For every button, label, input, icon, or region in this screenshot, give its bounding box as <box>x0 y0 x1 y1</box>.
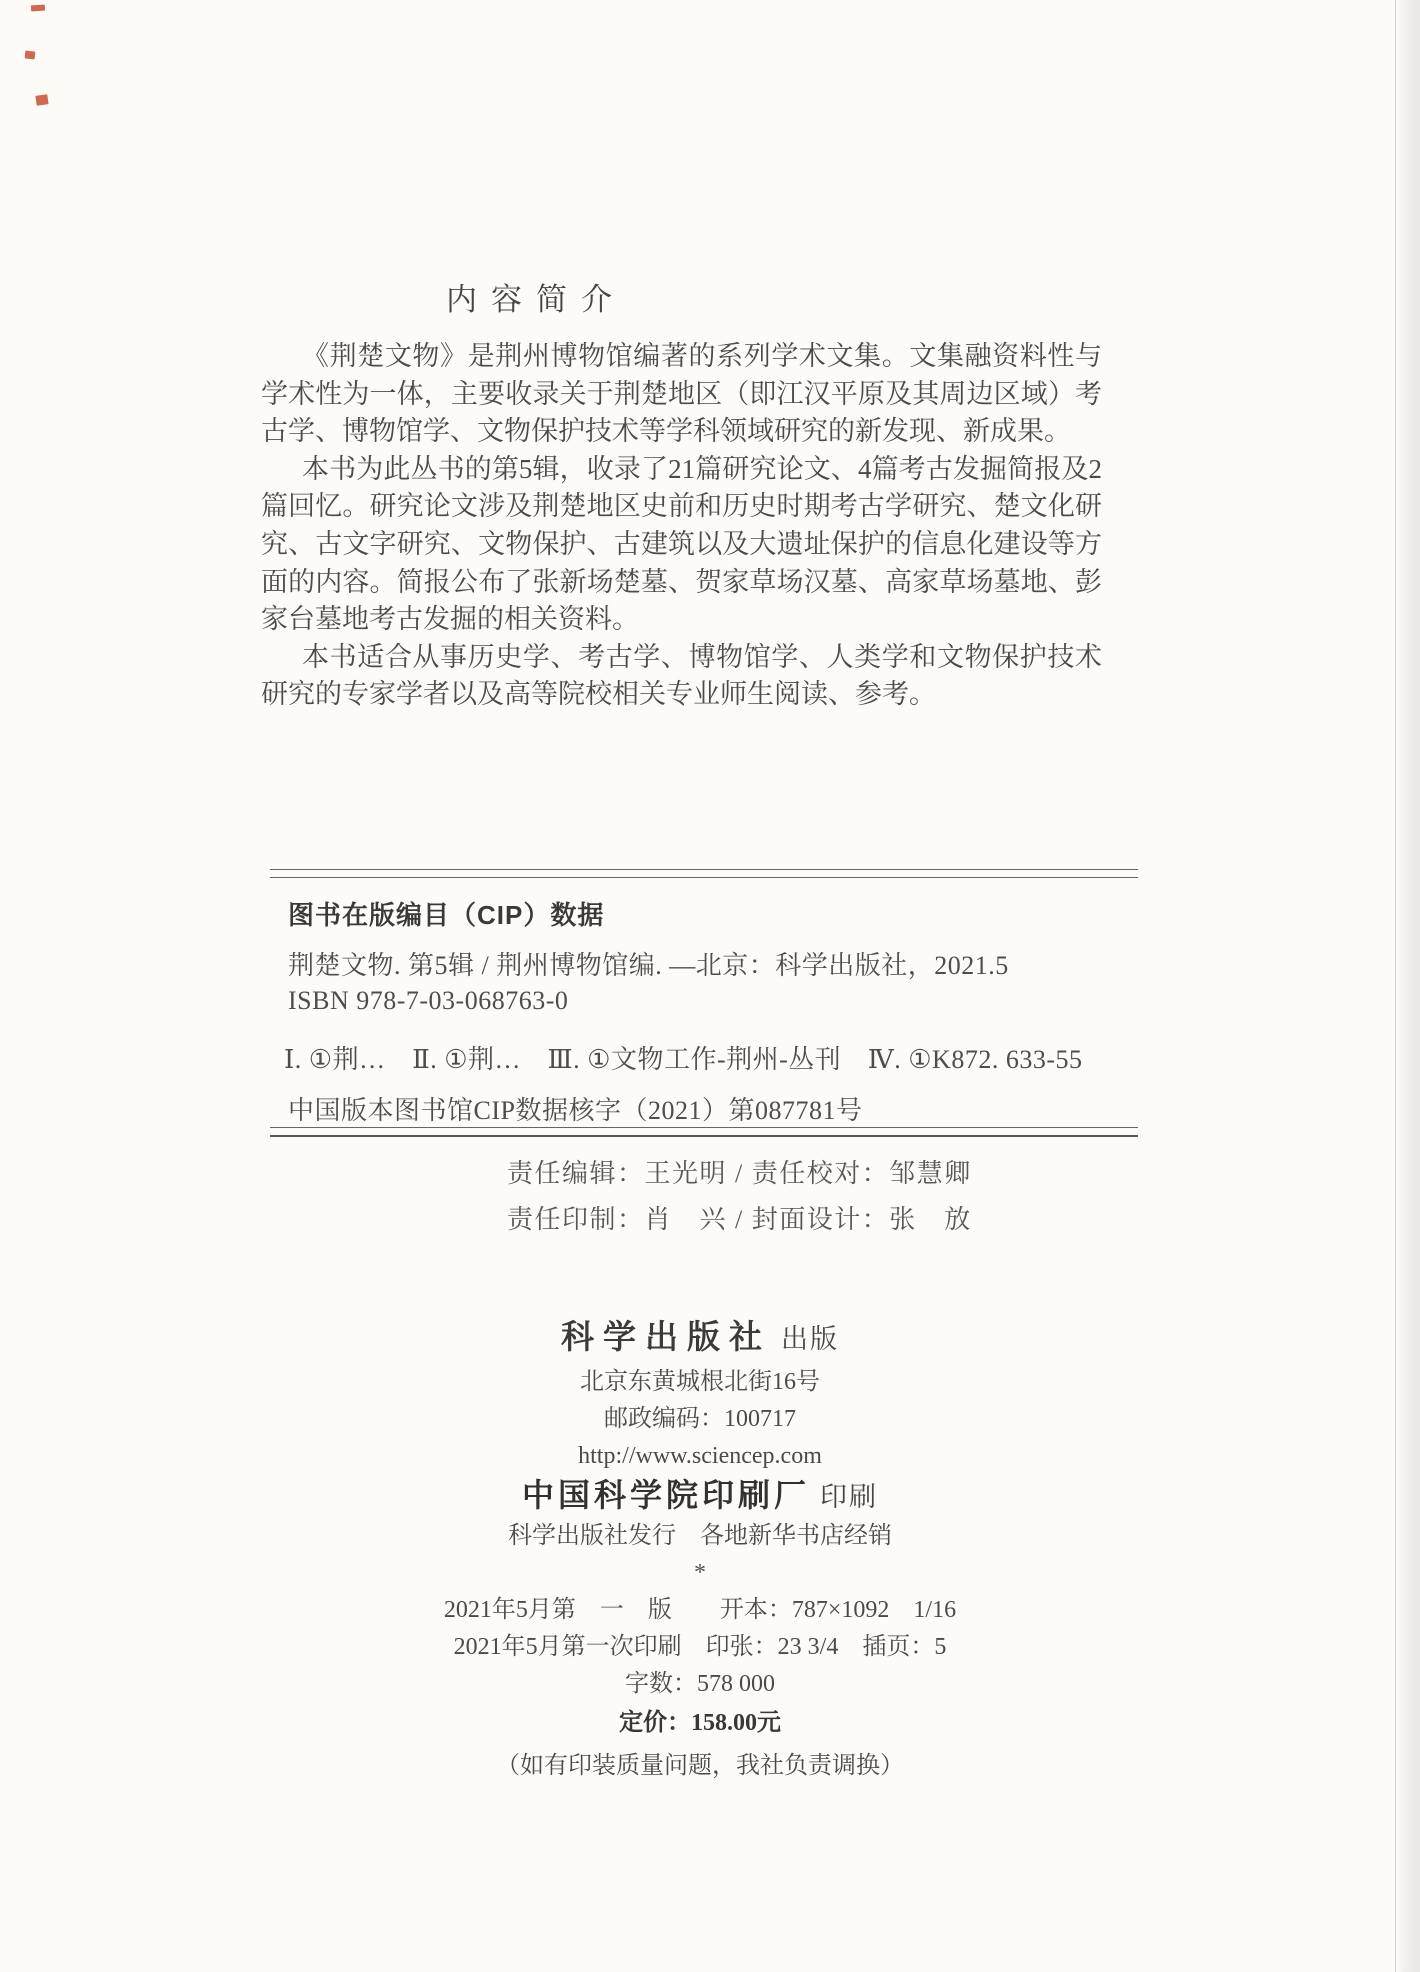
printer-role: 印刷 <box>820 1482 878 1512</box>
content-summary-body <box>261 338 1102 714</box>
cip-isbn-line: ISBN 978-7-03-068763-0 <box>288 986 569 1015</box>
intro-paragraph-2: 本书为此丛书的第5辑，收录了21篇研究论文、4篇考古发掘简报及2篇回忆。研究论文涉及荆楚地区史前和历史时期考古学研究、楚文化研究、古文字研究、文物保护、古建筑以及大遗址保护的信息化建设等方面的内容。简报公布了张新场楚墓、贺家草场汉墓、高家草场墓地、彭家台墓地考古发掘的相关资料。 <box>261 453 1102 635</box>
divider-line <box>270 1135 1138 1137</box>
publisher-role: 出版 <box>781 1324 839 1354</box>
red-scan-mark <box>25 50 36 59</box>
staff-credits <box>507 1151 972 1243</box>
red-scan-mark <box>35 94 48 106</box>
printer-name: 中国科学院印刷厂 <box>521 1477 810 1513</box>
edition-line: 2021年5月第 一 版 开本：787×1092 1/16 <box>443 1597 957 1623</box>
publisher-address: 北京东黄城根北街16号 <box>580 1369 820 1395</box>
cip-classification-line: Ⅰ. ①荆… Ⅱ. ①荆… Ⅲ. ①文物工作-荆州-丛刊 Ⅳ. ①K872. 633-55 <box>284 1045 1083 1074</box>
word-count-line: 字数：578 000 <box>625 1671 775 1697</box>
cip-record-line: 荆楚文物. 第5辑 / 荆州博物馆编. —北京：科学出版社，2021.5 <box>288 951 1009 980</box>
quality-notice-line: （如有印装质量问题，我社负责调换） <box>496 1753 904 1779</box>
cip-heading: 图书在版编目（CIP）数据 <box>288 900 605 930</box>
publisher-postcode: 邮政编码：100717 <box>604 1406 796 1432</box>
staff-credits-line-1: 责任编辑：王光明 / 责任校对：邹慧卿 <box>507 1159 972 1188</box>
divider-line <box>270 1127 1138 1128</box>
content-summary-title: 内容简介 <box>446 282 626 317</box>
divider-line <box>270 877 1138 878</box>
red-scan-mark <box>31 5 45 12</box>
printer-imprint <box>262 1477 1138 1518</box>
publisher-name: 科学出版社 <box>561 1320 771 1356</box>
impression-line: 2021年5月第一次印刷 印张：23 3/4 插页：5 <box>453 1634 947 1660</box>
publisher-website: http://www.sciencep.com <box>578 1443 822 1469</box>
intro-paragraph-3: 本书适合从事历史学、考古学、博物馆学、人类学和文物保护技术研究的专家学者以及高等院校相关专业师生阅读、参考。 <box>261 641 1102 710</box>
colophon <box>262 1320 1138 1785</box>
cip-data-box <box>270 869 1138 1137</box>
publisher-imprint <box>262 1320 1138 1360</box>
intro-paragraph-1: 《荆楚文物》是荆州博物馆编著的系列学术文集。文集融资料性与学术性为一体，主要收录关于荆楚地区（即江汉平原及其周边区域）考古学、博物馆学、文物保护技术等学科领域研究的新发现、新成果。 <box>261 341 1102 447</box>
divider-line <box>270 869 1138 870</box>
asterisk-divider: * <box>694 1560 706 1586</box>
distribution-line: 科学出版社发行 各地新华书店经销 <box>508 1523 892 1549</box>
cip-registry-line: 中国版本图书馆CIP数据核字（2021）第087781号 <box>288 1096 863 1125</box>
page-edge-shadow <box>1395 0 1420 1972</box>
price-line: 定价：158.00元 <box>619 1710 781 1736</box>
staff-credits-line-2: 责任印制：肖 兴 / 封面设计：张 放 <box>507 1205 972 1234</box>
